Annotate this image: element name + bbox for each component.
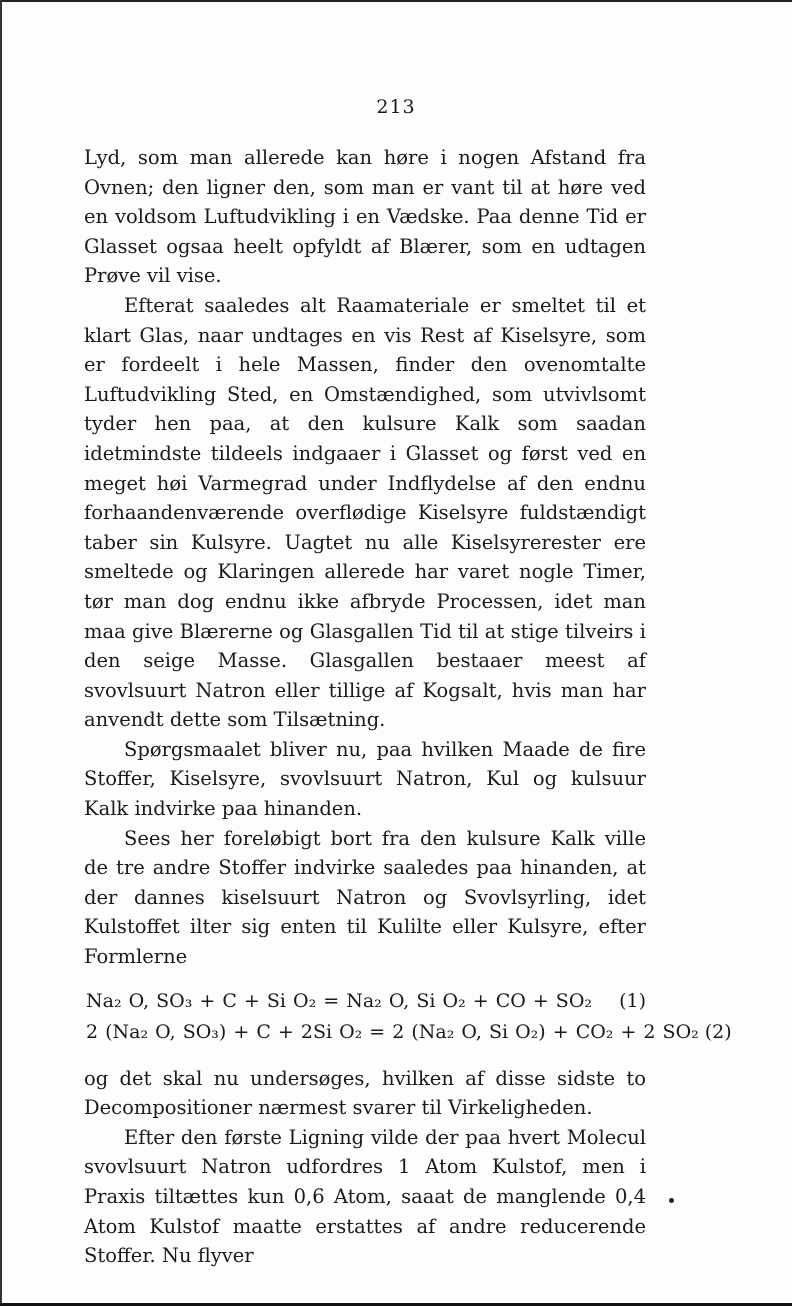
formula-row bbox=[86, 986, 646, 1017]
page-number: 213 bbox=[376, 96, 416, 118]
paragraph-raw-material: Efterat saaledes alt Raamateriale er smeltet til et klart Glas, naar undtages en vis Rest af Kiselsyre, som er fordeelt i hele Massen, finder den ovenomtalte Luftudvikling Sted, en Omstændighed, som utvivlsomt tyder hen paa, at den kulsure Kalk som saadan idetmindste tildeels indgaaer i Glasset og først ved en meget høi Varmegrad under Indflydelse af den endnu forhaandenværende overflødige Kiselsyre fuldstændigt taber sin Kulsyre. Uagtet nu alle Kiselsyrerester ere smeltede og Klaringen allerede har varet nogle Timer, tør man dog endnu ikke afbryde Processen, idet man maa give Blærerne og Glasgallen Tid til at stige tilveirs i den seige Masse. Glasgallen bestaaer meest af svovlsuurt Natron eller tillige af Kogsalt, hvis man har anvendt dette som Tilsætning. bbox=[84, 293, 646, 732]
formula-block bbox=[84, 986, 732, 1048]
formula-number: (1) bbox=[619, 989, 646, 1012]
paragraph-decomposition: og det skal nu undersøges, hvilken af disse sidste to Decompositioner nærmest svarer til Virkeligheden. bbox=[84, 1066, 646, 1120]
formula-expression: Na₂ O, SO₃ + C + Si O₂ = Na₂ O, Si O₂ + CO + SO₂ bbox=[86, 989, 593, 1012]
scan-edge-left bbox=[0, 0, 2, 1306]
formula-number: (2) bbox=[704, 1020, 732, 1043]
body-text bbox=[84, 143, 732, 1271]
paragraph-continuation: Lyd, som man allerede kan høre i nogen Afstand fra Ovnen; den ligner den, som man er vant til at høre ved en voldsom Luftudvikling i en Vædske. Paa denne Tid er Glasset ogsaa heelt opfyldt af Blærer, som en udtagen Prøve vil vise. bbox=[84, 146, 646, 288]
paragraph-first-equation: Efter den første Ligning vilde der paa hvert Molecul svovlsuurt Natron udfordres 1 Atom Kulstof, men i Praxis tiltættes kun 0,6 Atom, saaat de manglende 0,4 Atom Kulstof maatte erstattes af andre reducerende Stoffer. Nu flyver bbox=[84, 1125, 646, 1268]
formula-expression: 2 (Na₂ O, SO₃) + C + 2Si O₂ = 2 (Na₂ O, Si O₂) + CO₂ + 2 SO₂ bbox=[86, 1020, 699, 1043]
formula-row bbox=[86, 1017, 732, 1048]
ink-speck bbox=[669, 1198, 674, 1203]
paragraph-question: Spørgsmaalet bliver nu, paa hvilken Maade de fire Stoffer, Kiselsyre, svovlsuurt Natron, Kul og kulsuur Kalk indvirke paa hinanden. bbox=[84, 737, 646, 821]
paragraph-reaction-intro: Sees her foreløbigt bort fra den kulsure Kalk ville de tre andre Stoffer indvirke saaledes paa hinanden, at der dannes kiselsuurt Natron og Svovlsyrling, idet Kulstoffet ilter sig enten til Kulilte eller Kulsyre, efter Formlerne bbox=[84, 826, 646, 969]
scan-edge-top bbox=[0, 0, 792, 2]
